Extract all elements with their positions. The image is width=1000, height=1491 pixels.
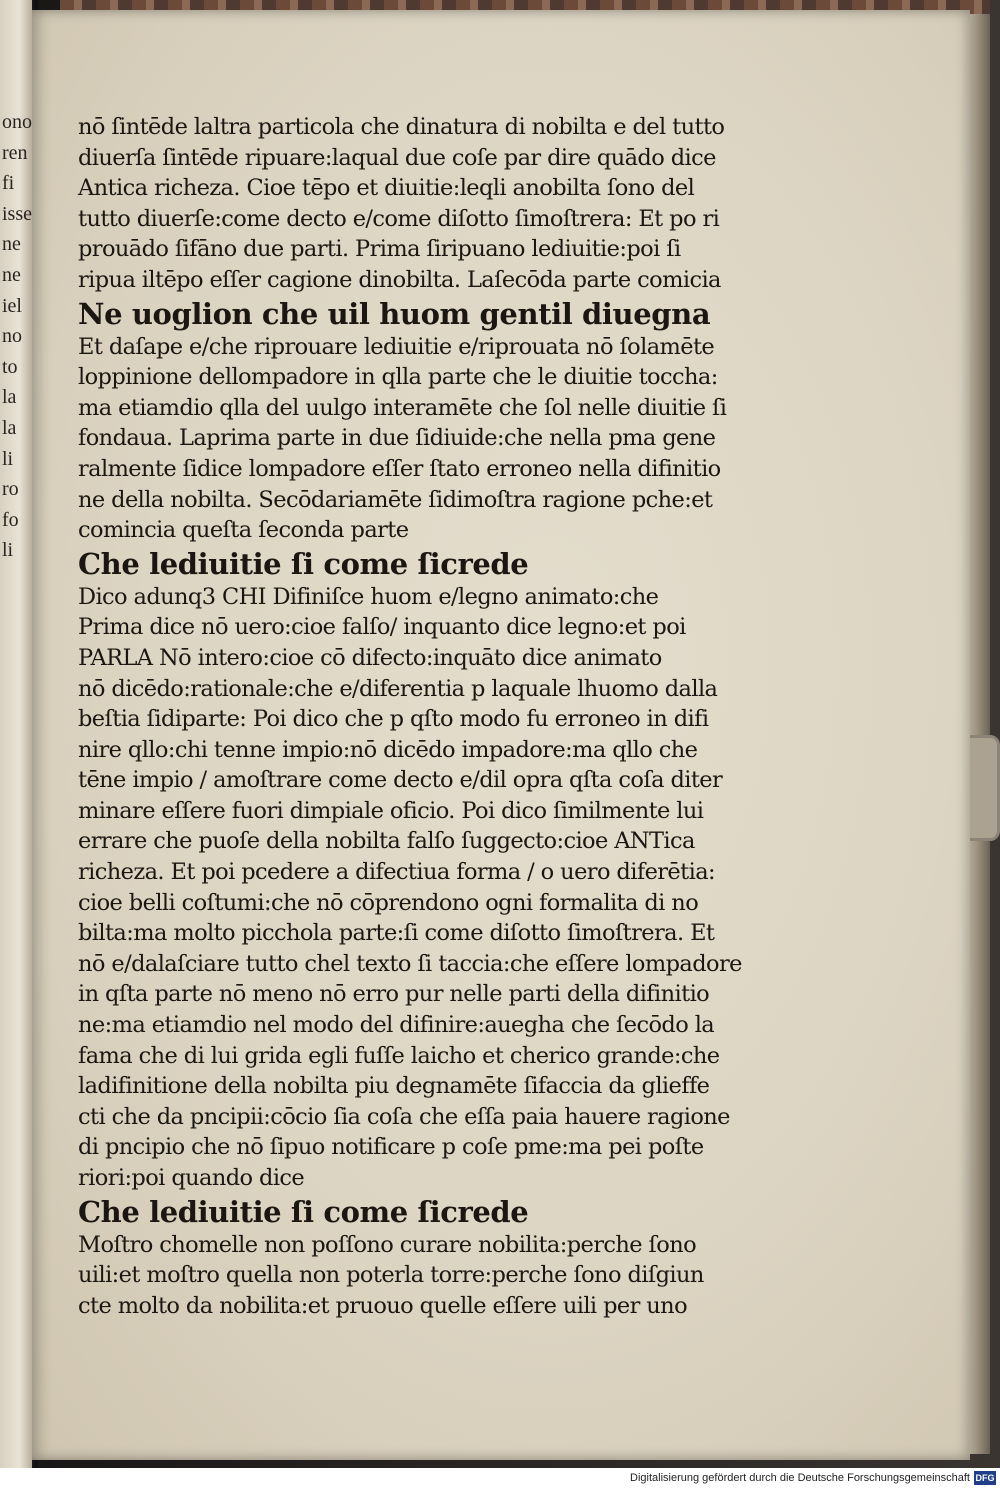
section-heading: Che lediuitie ſi come ſicrede (78, 546, 529, 581)
prev-page-fragment: fi (2, 172, 15, 195)
text-line: nō e/dalaſciare tutto chel texto ſi taccia:che eſſere lompadore (78, 950, 742, 977)
prev-page-fragment: ne (2, 264, 21, 286)
text-line: ripua iltēpo eſſer cagione dinobilta. Laſecōda parte comicia (78, 266, 721, 293)
text-line: prouādo ſifāno due parti. Prima ſiripuano lediuitie:poi ſi (78, 236, 681, 263)
previous-page-edge (0, 0, 32, 1468)
text-line: ma etiamdio qlla del uulgo interamēte che ſol nelle diuitie ſi (78, 394, 727, 421)
prev-page-fragment: no (2, 325, 22, 348)
text-line: Prima dice nō uero:cioe falſo/ inquanto dice legno:et poi (78, 614, 686, 641)
prev-page-fragment: iel (2, 294, 22, 317)
prev-page-fragment: la (2, 386, 17, 409)
page-stack-edge (968, 14, 990, 1454)
prev-page-fragment: ne (2, 233, 21, 256)
prev-page-fragment: isse (2, 202, 32, 225)
text-line: richeza. Et poi pcedere a difectiua forma / o uero diferētia: (78, 859, 715, 886)
text-line: cti che da pncipii:cōcio ſia coſa che eſſa paia hauere ragione (78, 1103, 730, 1130)
section-heading: Ne uoglion che uil huom gentil diuegna (78, 296, 711, 331)
text-line: bilta:ma molto picchola parte:ſi come diſotto ſimoſtrera. Et (78, 920, 715, 947)
prev-page-fragment: ren (2, 141, 28, 164)
prev-page-fragment: ono (2, 111, 32, 133)
prev-page-fragment: to (2, 355, 18, 378)
text-line: PARLA Nō intero:cioe cō difecto:inquāto dice animato (78, 644, 662, 671)
text-line: di pncipio che nō ſipuo notificare p coſe pme:ma pei poſte (78, 1134, 704, 1161)
text-line: cioe belli coſtumi:che nō cōprendono ogni formalita di no (78, 889, 699, 916)
dfg-logo: DFG (975, 1473, 995, 1483)
prev-page-fragment: fo (2, 508, 19, 531)
prev-page-fragment: ro (2, 478, 19, 501)
text-line: Antica richeza. Cioe tēpo et diuitie:leqli anobilta ſono del (78, 175, 695, 202)
text-line: tēne impio / amoſtrare come decto e/dil opra qſta coſa diter (78, 767, 723, 794)
text-line: riori:poi quando dice (78, 1165, 305, 1191)
text-line: ralmente ſidice lompadore eſſer ſtato erroneo nella difinitio (78, 455, 721, 482)
section-heading: Che lediuitie ſi come ſicrede (78, 1194, 529, 1229)
footer-bar (0, 1468, 1000, 1491)
text-line: errare che puoſe della nobilta falſo ſuggecto:cioe ANTica (78, 828, 695, 855)
paragraph (78, 332, 790, 546)
text-line: ne:ma etiamdio nel modo del difinire:auegha che ſecōdo la (78, 1012, 715, 1039)
paragraph (78, 112, 790, 296)
text-line: nō ſintēde laltra particola che dinatura di nobilta e del tutto (78, 114, 725, 140)
text-line: Moſtro chomelle non poſſono curare nobilita:perche ſono (78, 1231, 697, 1258)
prev-page-fragment: la (2, 417, 17, 439)
text-line: tutto diuerſe:come decto e/come diſotto ſimoſtrera: Et po ri (78, 205, 720, 232)
text-line: uili:et moſtro quella non poterla torre:perche ſono diſgiun (78, 1262, 704, 1289)
text-line: loppinione dellompadore in qlla parte che le diuitie toccha: (78, 364, 718, 391)
digitization-credit: Digitalisierung gefördert durch die Deutsche Forschungsgemeinschaft (630, 1472, 970, 1484)
text-line: beſtia ſidiparte: Poi dico che p qſto modo fu erroneo in difi (78, 706, 709, 733)
text-line: comincia queſta ſeconda parte (78, 517, 409, 544)
paragraph (78, 582, 790, 1194)
text-line: ladifinitione della nobilta piu degnamēte ſifaccia da glieffe (78, 1073, 710, 1100)
text-line: fondaua. Laprima parte in due ſidiuide:che nella pma gene (78, 425, 716, 452)
text-line: cte molto da nobilita:et pruouo quelle eſſere uili per uno (78, 1292, 688, 1319)
prev-page-fragment: li (2, 539, 14, 562)
text-line: diuerſa ſintēde ripuare:laqual due coſe par dire quādo dice (78, 144, 716, 171)
text-line: Et daſape e/che riprouare lediuitie e/riprouata nō ſolamēte (78, 333, 715, 360)
paragraph (78, 1230, 790, 1322)
text-line: nire qllo:chi tenne impio:nō dicēdo impadore:ma qllo che (78, 736, 698, 763)
text-line: in qſta parte nō meno nō erro pur nelle parti della difinitio (78, 981, 710, 1008)
text-line: ne della nobilta. Secōdariamēte ſidimoſtra ragione pche:et (78, 486, 713, 513)
text-line: minare eſſere fuori dimpiale oficio. Poi dico ſimilmente lui (78, 797, 704, 824)
prev-page-fragment: li (2, 447, 14, 470)
page-text (78, 112, 790, 1321)
text-line: fama che di lui grida egli fuſſe laicho et cherico grande:che (78, 1042, 720, 1069)
text-line: nō dicēdo:rationale:che e/diferentia p laquale lhuomo dalla (78, 675, 718, 702)
text-line: Dico adunq3 CHI Difiniſce huom e/legno animato:che (78, 583, 659, 610)
